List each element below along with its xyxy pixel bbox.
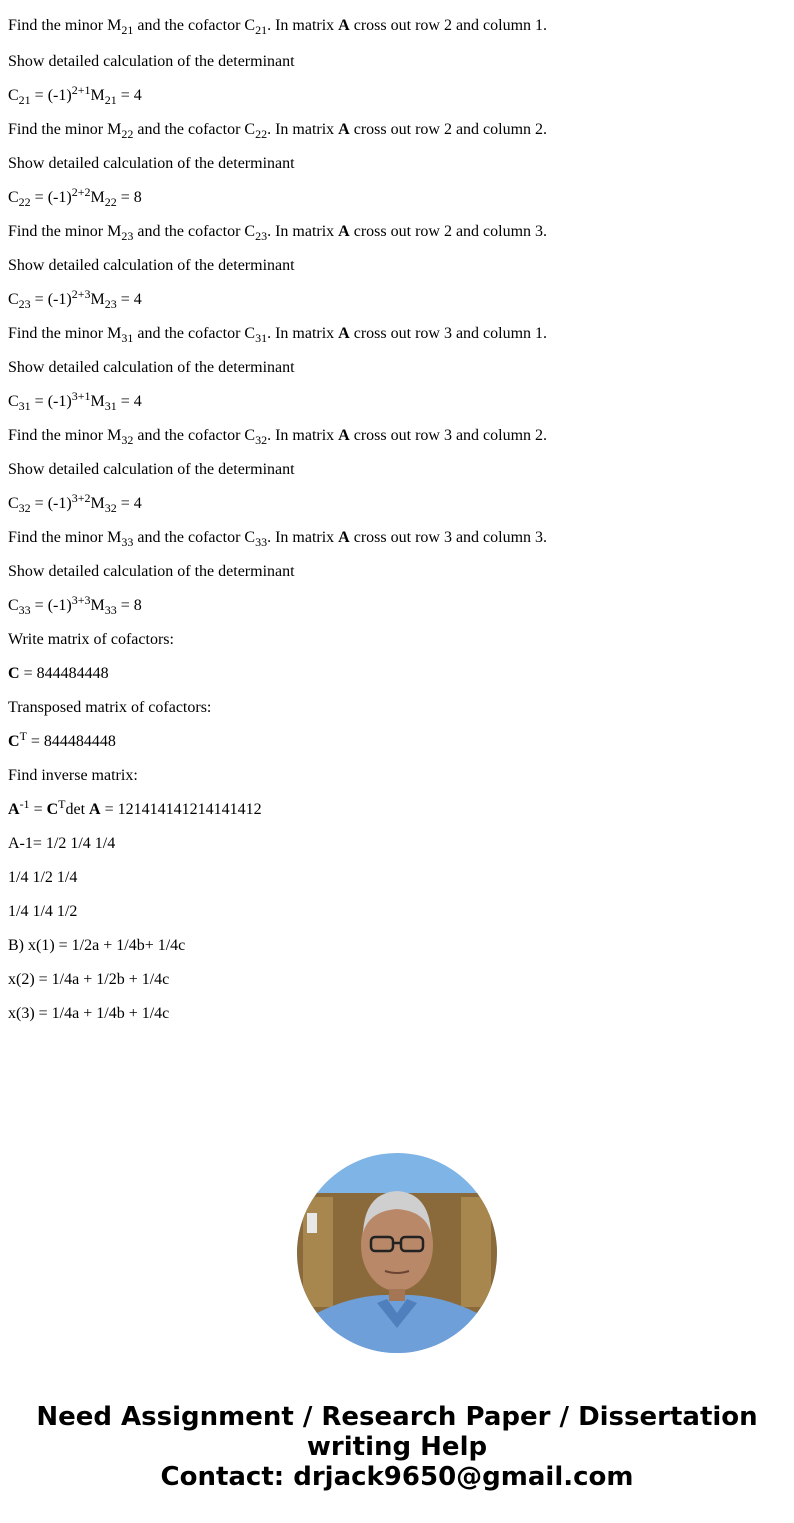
result-line [8,954,778,988]
cofactor-index: 22 [255,127,268,141]
footer-line-1: Need Assignment / Research Paper / Dissertation [36,1402,758,1432]
cofactor-matrix [8,648,778,682]
cofactor-equation [8,376,778,413]
heading-text: Write matrix of cofactors: [8,631,174,648]
minor-symbol: M [90,189,105,206]
result-line [8,818,778,852]
minor-symbol: M [90,291,105,308]
cofactor-index: 23 [18,297,31,311]
cofactor-index: 22 [18,195,31,209]
cofactor-value: = 8 [116,189,142,206]
show-calculation-text [8,138,778,172]
minor-index: 23 [121,229,134,243]
result-line [8,886,778,920]
result-text: 1/4 1/4 1/2 [8,903,78,920]
cofactor-symbol: C [8,597,19,614]
matrix-name: A [338,529,350,546]
sign-exponent: 3+1 [71,389,91,403]
minor-index: 33 [121,535,134,549]
minor-label: Find the minor M [8,223,122,240]
equals: = [29,801,47,818]
instruction-text: . In matrix [267,427,339,444]
matrix-value: = 844484448 [26,733,116,750]
instruction-tail: cross out row 3 and column 1. [349,325,548,342]
cofactor-matrix-heading [8,614,778,648]
cofactor-index: 31 [18,399,31,413]
step-instruction [8,410,778,447]
person-photo-icon [297,1153,497,1353]
cofactor-equation [8,580,778,617]
inverse-formula [8,784,778,818]
matrix-name: A [338,223,350,240]
transpose-mark: T [58,797,66,811]
step-instruction [8,206,778,243]
cofactor-value: = 8 [116,597,142,614]
cofactor-symbol: C [8,87,19,104]
cofactor-index: 23 [255,229,268,243]
step-instruction [8,512,778,549]
cofactor-equation [8,274,778,311]
minor-label: Find the minor M [8,325,122,342]
minor-symbol: M [90,87,105,104]
equation-part: = (-1) [30,393,72,410]
instruction-text: . In matrix [267,121,339,138]
matrix-name: A [338,427,350,444]
result-text: B) x(1) = 1/2a + 1/4b+ 1/4c [8,937,186,954]
cofactor-index: 33 [255,535,268,549]
cofactor-symbol: C [8,495,19,512]
cofactor-label: and the cofactor C [133,121,256,138]
show-text: Show detailed calculation of the determinant [8,53,295,70]
result-line [8,920,778,954]
instruction-text: . In matrix [267,325,339,342]
matrix-value: = 844484448 [19,665,109,682]
step-instruction [8,104,778,141]
minor-index: 21 [121,23,134,37]
cofactor-symbol: C [8,189,19,206]
instruction-tail: cross out row 2 and column 3. [349,223,548,240]
result-text: x(3) = 1/4a + 1/4b + 1/4c [8,1005,170,1022]
cofactor-value: = 4 [116,291,142,308]
cofactor-equation [8,478,778,515]
footer-contact [0,1402,794,1492]
cofactor-label: and the cofactor C [133,427,256,444]
footer-line-3: Contact: drjack9650@gmail.com [160,1462,634,1492]
show-text: Show detailed calculation of the determinant [8,461,295,478]
minor-label: Find the minor M [8,427,122,444]
minor-index: 22 [121,127,134,141]
show-calculation-text [8,444,778,478]
cofactor-label: and the cofactor C [133,529,256,546]
transposed-matrix [8,716,778,750]
show-calculation-text [8,36,778,70]
minor-index: 21 [104,93,117,107]
cofactor-value: = 4 [116,495,142,512]
instruction-tail: cross out row 2 and column 1. [349,17,548,34]
matrix-symbol: C [8,733,20,750]
minor-index: 22 [104,195,117,209]
result-text: A-1= 1/2 1/4 1/4 [8,835,116,852]
sign-exponent: 2+2 [71,185,91,199]
step-instruction [8,308,778,345]
instruction-tail: cross out row 3 and column 2. [349,427,548,444]
show-calculation-text [8,240,778,274]
show-text: Show detailed calculation of the determinant [8,257,295,274]
equation-part: = (-1) [30,495,72,512]
cofactor-index: 21 [255,23,268,37]
sign-exponent: 2+1 [71,83,91,97]
sign-exponent: 2+3 [71,287,91,301]
minor-index: 33 [104,603,117,617]
minor-symbol: M [90,495,105,512]
cofactor-value: = 4 [116,393,142,410]
matrix-symbol: C [46,801,59,818]
instruction-tail: cross out row 2 and column 2. [349,121,548,138]
show-calculation-text [8,546,778,580]
cofactor-index: 32 [255,433,268,447]
show-text: Show detailed calculation of the determinant [8,155,295,172]
show-text: Show detailed calculation of the determinant [8,359,295,376]
minor-label: Find the minor M [8,529,122,546]
cofactor-index: 33 [18,603,31,617]
cofactor-symbol: C [8,393,19,410]
cofactor-label: and the cofactor C [133,17,256,34]
step-instruction [8,0,778,36]
minor-symbol: M [90,597,105,614]
minor-index: 31 [104,399,117,413]
cofactor-index: 32 [18,501,31,515]
cofactor-index: 21 [18,93,31,107]
cofactor-label: and the cofactor C [133,223,256,240]
result-text: x(2) = 1/4a + 1/2b + 1/4c [8,971,170,988]
transpose-mark: T [19,729,27,743]
instruction-text: . In matrix [267,17,339,34]
matrix-symbol: A [8,801,20,818]
author-avatar [297,1153,497,1353]
heading-text: Find inverse matrix: [8,767,138,784]
minor-index: 31 [121,331,134,345]
matrix-name: A [338,325,350,342]
sign-exponent: 3+3 [71,593,91,607]
equation-part: = (-1) [30,87,72,104]
cofactor-label: and the cofactor C [133,325,256,342]
instruction-text: . In matrix [267,223,339,240]
result-line [8,988,778,1022]
show-text: Show detailed calculation of the determinant [8,563,295,580]
instruction-text: . In matrix [267,529,339,546]
cofactor-equation [8,172,778,209]
show-calculation-text [8,342,778,376]
det-label: det [65,801,90,818]
result-text: 1/4 1/2 1/4 [8,869,78,886]
minor-label: Find the minor M [8,17,122,34]
matrix-symbol: C [8,665,20,682]
minor-index: 32 [104,501,117,515]
inverse-mark: -1 [19,797,30,811]
matrix-name: A [338,17,350,34]
footer-line-2: writing Help [306,1432,488,1462]
cofactor-equation [8,70,778,107]
minor-index: 32 [121,433,134,447]
inverse-value: = 121414141214141412 [100,801,262,818]
cofactor-value: = 4 [116,87,142,104]
equation-part: = (-1) [30,291,72,308]
inverse-heading [8,750,778,784]
result-line [8,852,778,886]
transposed-heading [8,682,778,716]
matrix-name: A [338,121,350,138]
matrix-symbol: A [89,801,101,818]
instruction-tail: cross out row 3 and column 3. [349,529,548,546]
cofactor-symbol: C [8,291,19,308]
sign-exponent: 3+2 [71,491,91,505]
heading-text: Transposed matrix of cofactors: [8,699,212,716]
equation-part: = (-1) [30,189,72,206]
cofactor-index: 31 [255,331,268,345]
minor-index: 23 [104,297,117,311]
solution-content [8,0,778,1022]
minor-symbol: M [90,393,105,410]
equation-part: = (-1) [30,597,72,614]
minor-label: Find the minor M [8,121,122,138]
